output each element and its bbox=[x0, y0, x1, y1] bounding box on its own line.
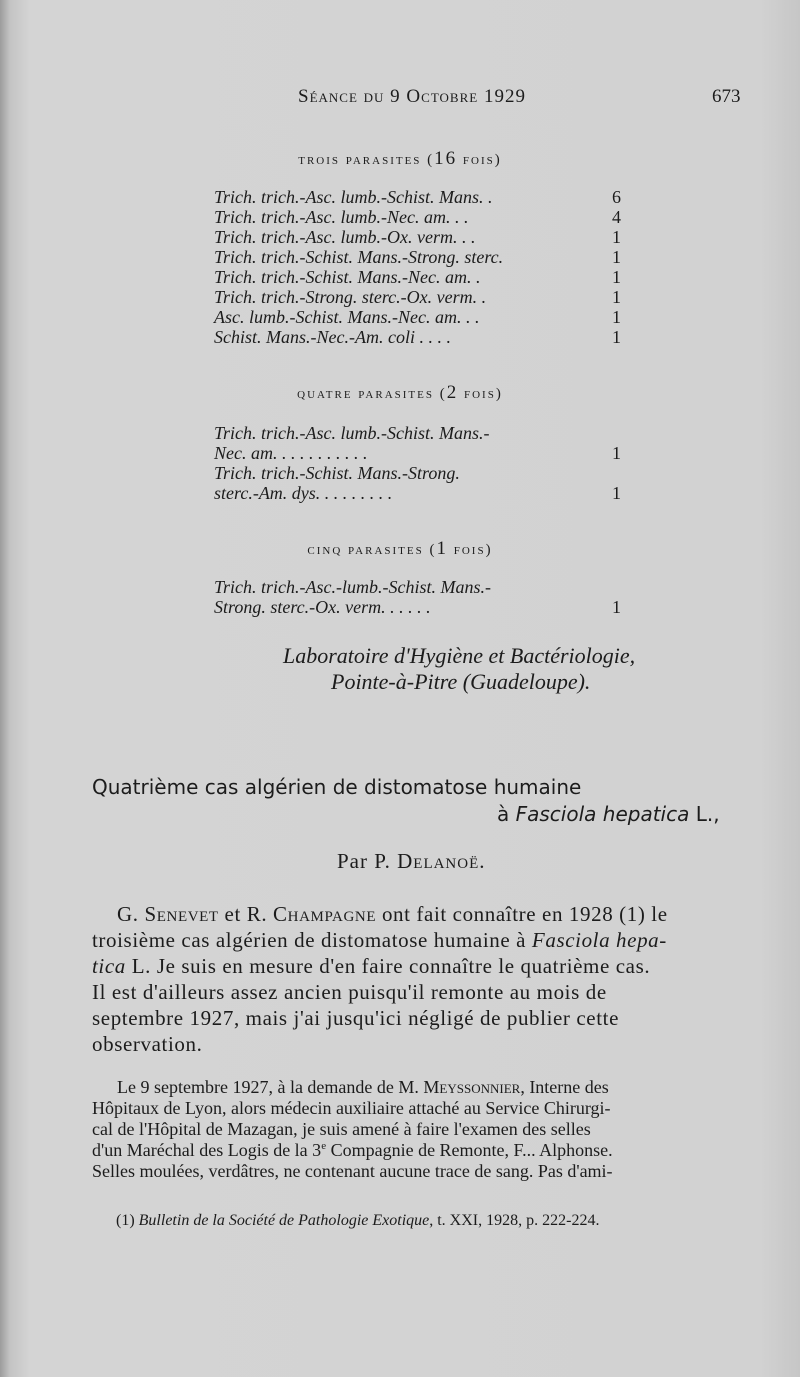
footnote bbox=[116, 1212, 599, 1230]
section-title-text: fois) bbox=[457, 152, 502, 168]
species-name: tica bbox=[92, 954, 126, 978]
text-line: cal de l'Hôpital de Mazagan, je suis amené à faire l'examen des selles bbox=[92, 1119, 591, 1139]
combination-row bbox=[214, 187, 634, 207]
combination-count: 4 bbox=[612, 207, 621, 227]
combination-count: 1 bbox=[612, 227, 621, 247]
combination-label: Trich. trich.-Schist. Mans.-Strong. sterc. bbox=[214, 247, 504, 267]
combination-label: Trich. trich.-Schist. Mans.-Strong. bbox=[214, 463, 460, 483]
text: ont fait connaître en 1928 (1) le bbox=[376, 902, 668, 926]
page-header bbox=[0, 86, 800, 116]
section-title-count: 2 bbox=[446, 382, 459, 403]
section-title-five-parasites bbox=[0, 538, 800, 560]
section-title-text: cinq parasites ( bbox=[307, 542, 437, 558]
combination-count: 1 bbox=[612, 597, 621, 617]
combination-count: 1 bbox=[612, 247, 621, 267]
combination-row bbox=[214, 443, 634, 463]
section-title-count: 16 bbox=[434, 148, 458, 169]
combination-label: Trich. trich.-Asc. lumb.-Ox. verm. . . bbox=[214, 227, 476, 247]
section-title-four-parasites bbox=[0, 382, 800, 404]
text-line bbox=[117, 902, 668, 927]
text: et R. bbox=[218, 902, 274, 926]
laboratory-location: Pointe-à-Pitre (Guadeloupe). bbox=[331, 669, 591, 694]
article-title-line1: Quatrième cas algérien de distomatose humaine bbox=[92, 775, 582, 799]
combination-label: Trich. trich.-Asc. lumb.-Schist. Mans. . bbox=[214, 187, 493, 207]
combination-label: Trich. trich.-Asc. lumb.-Nec. am. . . bbox=[214, 207, 469, 227]
section-title-text: fois) bbox=[458, 386, 503, 402]
combination-count: 1 bbox=[612, 443, 621, 463]
section-title-text: trois parasites ( bbox=[298, 152, 435, 168]
section-title-text: fois) bbox=[447, 542, 493, 558]
laboratory-name: Laboratoire d'Hygiène et Bactériologie, bbox=[283, 643, 636, 668]
combination-row bbox=[214, 577, 634, 597]
text-line: Selles moulées, verdâtres, ne contenant aucune trace de sang. Pas d'ami- bbox=[92, 1161, 613, 1181]
text-line bbox=[117, 1077, 609, 1098]
combination-row bbox=[214, 287, 634, 307]
combination-count: 1 bbox=[612, 483, 621, 503]
text-line: Il est d'ailleurs assez ancien puisqu'il remonte au mois de bbox=[92, 980, 607, 1004]
combination-label: Asc. lumb.-Schist. Mans.-Nec. am. . . bbox=[214, 307, 480, 327]
combination-row bbox=[214, 483, 634, 503]
text: G. bbox=[117, 902, 145, 926]
combination-label: Trich. trich.-Schist. Mans.-Nec. am. . bbox=[214, 267, 481, 287]
title-text: L., bbox=[689, 802, 720, 826]
text: L. Je suis en mesure d'en faire connaître le quatrième cas. bbox=[125, 954, 651, 978]
combination-count: 1 bbox=[612, 307, 621, 327]
combination-label: sterc.-Am. dys. . . . . . . . . bbox=[214, 483, 393, 503]
author-name: Champagne bbox=[273, 902, 377, 926]
article-title-line2 bbox=[497, 802, 720, 826]
footnote-number: (1) bbox=[116, 1212, 139, 1229]
combination-row bbox=[214, 227, 634, 247]
combination-label: Trich. trich.-Asc. lumb.-Schist. Mans.- bbox=[214, 423, 490, 443]
combination-row bbox=[214, 597, 634, 617]
text-line bbox=[92, 1140, 613, 1161]
combination-count: 6 bbox=[612, 187, 621, 207]
combination-label: Nec. am. . . . . . . . . . . bbox=[214, 443, 368, 463]
text: d'un Maréchal des Logis de la 3 bbox=[92, 1140, 322, 1160]
combination-count: 1 bbox=[612, 267, 621, 287]
author-byline bbox=[337, 849, 486, 874]
text-line bbox=[92, 928, 667, 953]
text: , Interne des bbox=[520, 1077, 609, 1097]
page-number: 673 bbox=[712, 86, 741, 107]
combination-row bbox=[214, 423, 634, 443]
section-title-text: quatre parasites ( bbox=[297, 386, 447, 402]
combination-label: Schist. Mans.-Nec.-Am. coli . . . . bbox=[214, 327, 451, 347]
section-title-count: 1 bbox=[436, 538, 448, 559]
species-name: Fasciola hepa- bbox=[531, 928, 667, 952]
text-line: septembre 1927, mais j'ai jusqu'ici négligé de publier cette bbox=[92, 1006, 620, 1030]
combination-count: 1 bbox=[612, 287, 621, 307]
combination-row bbox=[214, 267, 634, 287]
byline-prefix: Par P. bbox=[337, 849, 398, 873]
author-name: Senevet bbox=[144, 902, 219, 926]
section-title-three-parasites bbox=[0, 148, 800, 170]
text-line bbox=[92, 954, 650, 979]
combination-label: Trich. trich.-Strong. sterc.-Ox. verm. . bbox=[214, 287, 487, 307]
species-name: Fasciola hepatica bbox=[515, 802, 690, 826]
text: troisième cas algérien de distomatose humaine à bbox=[92, 928, 532, 952]
text: Le 9 septembre 1927, à la demande de M. bbox=[117, 1077, 424, 1097]
superscript: e bbox=[321, 1140, 327, 1152]
combination-label: Strong. sterc.-Ox. verm. . . . . . bbox=[214, 597, 431, 617]
combination-label: Trich. trich.-Asc.-lumb.-Schist. Mans.- bbox=[214, 577, 491, 597]
person-name: Meyssonnier bbox=[423, 1077, 521, 1097]
combination-row bbox=[214, 247, 634, 267]
running-title: Séance du 9 Octobre 1929 bbox=[298, 86, 526, 107]
combination-row bbox=[214, 307, 634, 327]
combination-row bbox=[214, 463, 634, 483]
text-line: Hôpitaux de Lyon, alors médecin auxiliaire attaché au Service Chirurgi- bbox=[92, 1098, 611, 1118]
author-name: Delanoë. bbox=[397, 849, 486, 873]
text: Compagnie de Remonte, F... Alphonse. bbox=[326, 1140, 613, 1160]
journal-title: Bulletin de la Société de Pathologie Exotique bbox=[138, 1212, 430, 1229]
text-line: observation. bbox=[92, 1032, 203, 1056]
title-text: à bbox=[497, 802, 516, 826]
citation-details: , t. XXI, 1928, p. 222-224. bbox=[429, 1212, 600, 1229]
combination-row bbox=[214, 327, 634, 347]
combination-count: 1 bbox=[612, 327, 621, 347]
combination-row bbox=[214, 207, 634, 227]
